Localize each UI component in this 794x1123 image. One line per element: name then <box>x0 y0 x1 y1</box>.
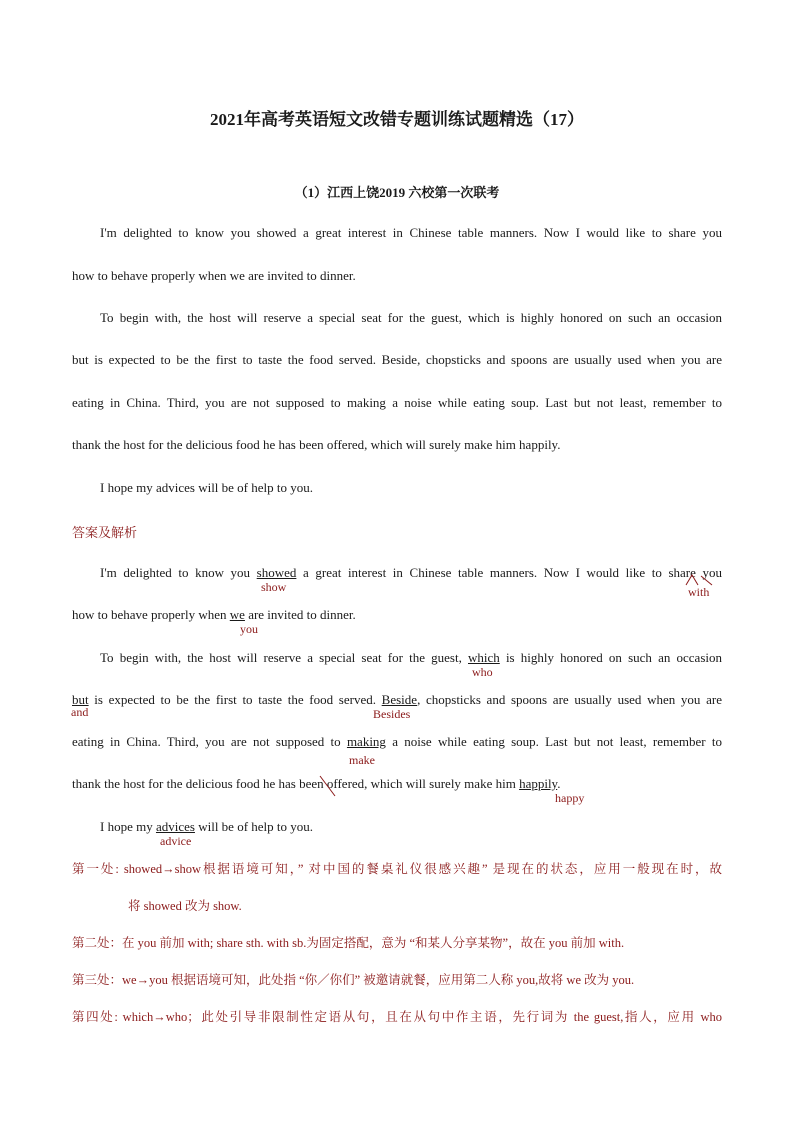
error-but: but <box>72 692 89 707</box>
answer-heading: 答案及解析 <box>72 525 138 540</box>
answer-line-5: eating in China. Third, you are not supposed to making a noise while eating soup. Last but not least, remember to <box>72 734 722 749</box>
correction-show: show <box>261 580 287 594</box>
error-which: which <box>468 650 500 665</box>
correction-happy: happy <box>555 791 585 805</box>
explanation-1: 第一处: showed→show根据语境可知，” 对中国的餐桌礼仪很感兴趣” 是现在的状态，应用一般现在时，故 <box>72 862 722 876</box>
error-showed: showed <box>256 565 297 580</box>
answer-line-2: how to behave properly when we are invited to dinner. <box>72 607 356 622</box>
error-making: making <box>346 734 386 749</box>
correction-you: you <box>240 622 258 636</box>
error-we: we <box>229 607 245 622</box>
explanation-2: 第二处：在 you 前加 with; share sth. with sb.为固定搭配，意为 “和某人分享某物”，故在 you 前加 with. <box>72 936 625 950</box>
passage-line-7: I hope my advices will be of help to you. <box>100 480 314 495</box>
correction-make: make <box>349 753 375 767</box>
answer-line-3: To begin with, the host will reserve a special seat for the guest, which is highly honored on such an occasion <box>100 650 722 665</box>
answer-line-6: thank the host for the delicious food he has been offered, which will surely make him happily. <box>72 776 561 791</box>
correction-who: who <box>472 665 493 679</box>
correction-and: and <box>71 705 89 719</box>
answer-line-1: I'm delighted to know you showed a great interest in Chinese table manners. Now I would like to share you <box>100 565 722 580</box>
passage-line-3: To begin with, the host will reserve a special seat for the guest, which is highly honored on such an occasion <box>100 310 722 325</box>
passage-line-1: I'm delighted to know you showed a great interest in Chinese table manners. Now I would like to share you <box>100 225 722 240</box>
answer-line-4: but is expected to be the first to taste the food served. Beside, chopsticks and spoons are usually used when you are <box>72 692 722 707</box>
correction-advice: advice <box>160 834 192 848</box>
answer-line-7: I hope my advices will be of help to you. <box>100 819 314 834</box>
passage-line-2: how to behave properly when we are invited to dinner. <box>72 268 356 283</box>
section-subtitle: （1）江西上饶2019 六校第一次联考 <box>294 185 500 200</box>
passage-line-6: thank the host for the delicious food he has been offered, which will surely make him happily. <box>72 437 561 452</box>
page-title: 2021年高考英语短文改错专题训练试题精选（17） <box>210 110 584 129</box>
explanation-1-cont: 将 showed 改为 show. <box>128 899 242 913</box>
passage-line-5: eating in China. Third, you are not supposed to making a noise while eating soup. Last but not least, remember to <box>72 395 722 410</box>
deletion-slash-icon <box>318 774 338 798</box>
correction-with: with <box>688 585 710 599</box>
error-beside: Beside <box>381 692 418 707</box>
error-happily: happily <box>519 776 558 791</box>
correction-besides: Besides <box>373 707 411 721</box>
insertion-caret-icon <box>684 573 714 587</box>
explanation-4: 第四处: which→who；此处引导非限制性定语从句，且在从句中作主语，先行词为 the guest,指人，应用 who <box>72 1010 722 1024</box>
explanation-3: 第三处：we→you 根据语境可知，此处指 “你／你们” 被邀请就餐，应用第二人称 you,故将 we 改为 you. <box>72 973 635 987</box>
error-advices: advices <box>155 819 195 834</box>
passage-line-4: but is expected to be the first to taste the food served. Beside, chopsticks and spoons are usually used when you are <box>72 352 722 367</box>
